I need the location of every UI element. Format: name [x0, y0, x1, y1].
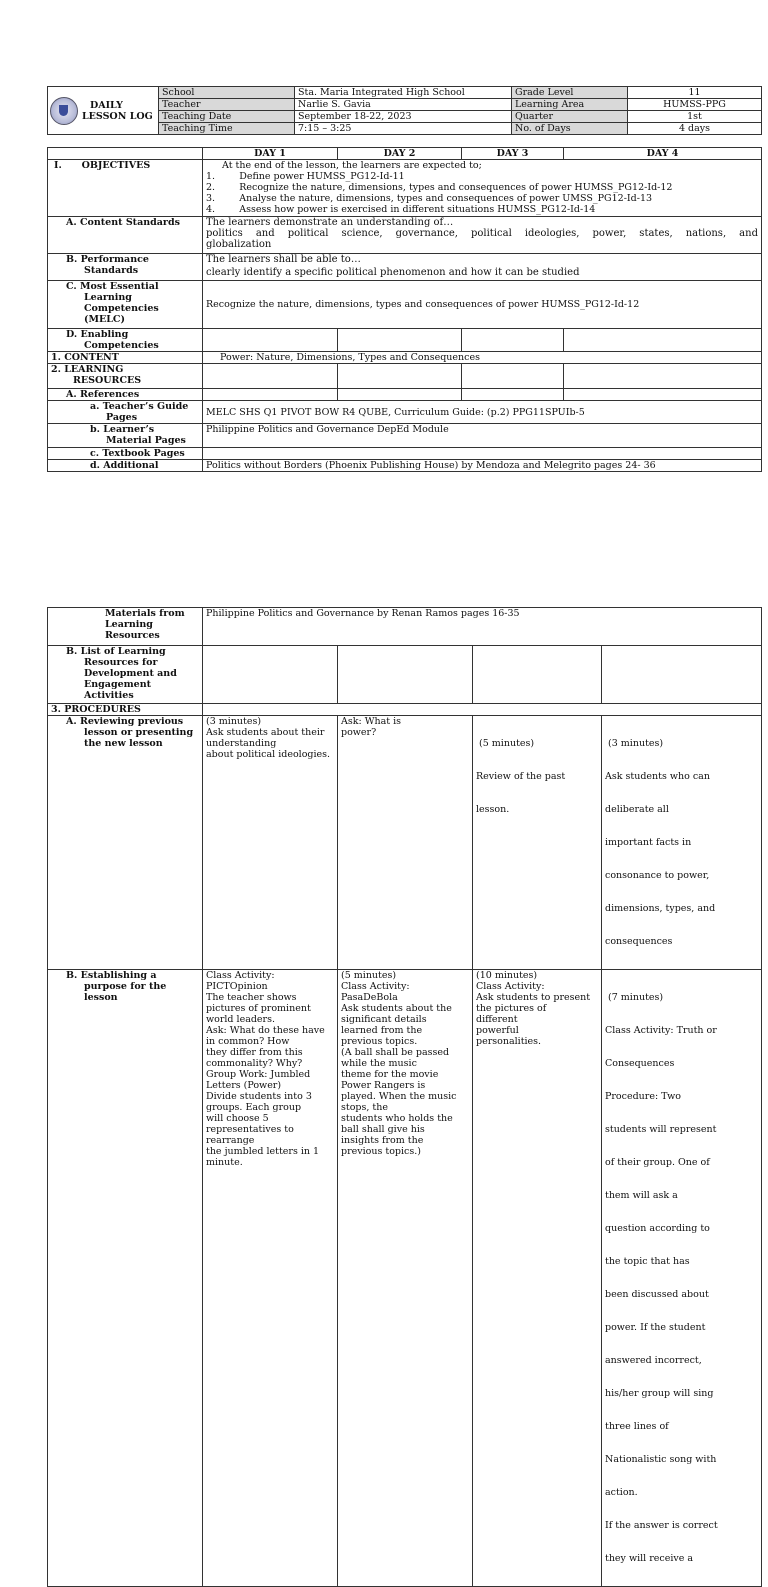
enabling-label-line1: D. Enabling [66, 329, 129, 340]
review-line: deliberate all [605, 804, 669, 815]
deped-seal-icon [50, 97, 78, 125]
purpose-line: Class Activity: [206, 970, 275, 981]
ref-day2 [338, 389, 462, 401]
list-day1 [203, 646, 338, 704]
list-label-line: Resources for [84, 657, 158, 668]
review-line: about political ideologies. [206, 749, 331, 760]
purpose-line: (A ball shall be passed [341, 1047, 450, 1058]
purpose-line: Consequences [605, 1058, 675, 1069]
purpose-line: Group Work: Jumbled [206, 1069, 311, 1080]
purpose-line: Ask: What do these have [206, 1025, 325, 1036]
content-standards-line2: politics and political science, governance, political ideologies, power, states, nations, and [206, 228, 758, 239]
references-label: A. References [48, 389, 203, 401]
purpose-line: Letters (Power) [206, 1080, 282, 1091]
teachers-guide-label [48, 401, 203, 424]
header-table [47, 86, 762, 135]
dll-title-line2: LESSON LOG [82, 110, 153, 122]
quarter-value: 1st [628, 111, 762, 123]
purpose-line: world leaders. [206, 1014, 275, 1025]
purpose-line: answered incorrect, [605, 1355, 702, 1366]
tg-label-line1: a. Teacher’s Guide [90, 401, 189, 412]
lm-label-line1: b. Learner’s [90, 424, 155, 435]
corner-cell [48, 148, 203, 160]
purpose-day3 [473, 970, 602, 1587]
grade-value: 11 [628, 87, 762, 99]
purpose-label [48, 970, 203, 1587]
objective-item: 3. Analyse the nature, dimensions, types and consequences of power UMSS_PG12-Id-13 [206, 193, 653, 204]
purpose-line: in common? How [206, 1036, 290, 1047]
purpose-line: of their group. One of [605, 1157, 710, 1168]
purpose-line: (5 minutes) [341, 970, 397, 981]
purpose-line: played. When the music [341, 1091, 457, 1102]
time-value: 7:15 – 3:25 [295, 123, 512, 135]
learners-material-cell [203, 424, 762, 448]
melc-cell [203, 281, 762, 329]
list-day3 [473, 646, 602, 704]
materials-label-line: Learning [105, 619, 153, 630]
performance-line1: The learners shall be able to… [206, 254, 361, 265]
purpose-line: learned from the [341, 1025, 423, 1036]
purpose-label-line: purpose for the [84, 981, 167, 992]
performance-label-line1: B. Performance [66, 254, 149, 265]
teachers-guide-text: MELC SHS Q1 PIVOT BOW R4 QUBE, Curriculum Guide: (p.2) PPG11SPUIb-5 [206, 406, 585, 418]
purpose-day1 [203, 970, 338, 1587]
list-resources-label [48, 646, 203, 704]
list-label-line: Development and [84, 668, 177, 679]
teacher-label: Teacher [159, 99, 295, 111]
content-cell [203, 352, 762, 364]
grade-label: Grade Level [512, 87, 628, 99]
purpose-line: power. If the student [605, 1322, 706, 1333]
purpose-line: students will represent [605, 1124, 717, 1135]
review-line: important facts in [605, 837, 692, 848]
logo-cell [48, 87, 159, 135]
review-line: Ask students who can [605, 771, 710, 782]
objectives-intro: At the end of the lesson, the learners are expected to; [222, 160, 482, 171]
enabling-day2 [338, 329, 462, 352]
purpose-line: representatives to [206, 1124, 294, 1135]
purpose-line: question according to [605, 1223, 710, 1234]
purpose-line: three lines of [605, 1421, 669, 1432]
purpose-day4 [602, 970, 762, 1587]
melc-label-line: C. Most Essential [66, 281, 159, 292]
enabling-label [48, 329, 203, 352]
review-line: dimensions, types, and [605, 903, 716, 914]
review-line: consequences [605, 936, 673, 947]
purpose-line: The teacher shows [206, 992, 297, 1003]
purpose-line: previous topics. [341, 1036, 418, 1047]
performance-standards-cell [203, 254, 762, 281]
days-label: No. of Days [512, 123, 628, 135]
performance-label-line2: Standards [84, 265, 139, 276]
ref-day4 [564, 389, 762, 401]
enabling-day1 [203, 329, 338, 352]
procedures-table [47, 607, 762, 1587]
objectives-cell [203, 160, 762, 217]
purpose-line: groups. Each group [206, 1102, 302, 1113]
review-day4 [602, 716, 762, 970]
tg-label-line2: Pages [106, 412, 138, 423]
additional-label: d. Additional [48, 460, 203, 472]
melc-text: Recognize the nature, dimensions, types and consequences of power HUMSS_PG12-Id-12 [206, 299, 640, 310]
day-4-header: DAY 4 [564, 148, 762, 160]
purpose-line: Class Activity: Truth or [605, 1025, 717, 1036]
purpose-line: personalities. [476, 1036, 542, 1047]
time-label: Teaching Time [159, 123, 295, 135]
review-label-line: the new lesson [84, 738, 163, 749]
list-label-line: Activities [84, 690, 134, 701]
additional-cell [203, 460, 762, 472]
review-line: power? [341, 727, 377, 738]
purpose-line: Class Activity: [476, 981, 545, 992]
ref-day3 [462, 389, 564, 401]
objectives-label: I. OBJECTIVES [48, 160, 203, 217]
procedures-cell [203, 704, 762, 716]
list-label-line: Engagement [84, 679, 152, 690]
day-3-header: DAY 3 [462, 148, 564, 160]
content-standards-line3: globalization [206, 239, 272, 250]
purpose-line: commonality? Why? [206, 1058, 303, 1069]
lr-day2 [338, 364, 462, 389]
purpose-label-line: lesson [84, 992, 118, 1003]
enabling-day4 [564, 329, 762, 352]
materials-label-line: Materials from [105, 608, 185, 619]
materials-cell [203, 608, 762, 646]
additional-text: Politics without Borders (Phoenix Publishing House) by Mendoza and Melegrito pages 24- 36 [206, 460, 656, 471]
enabling-label-line2: Competencies [84, 340, 159, 351]
ref-day1 [203, 389, 338, 401]
list-day2 [338, 646, 473, 704]
quarter-label: Quarter [512, 111, 628, 123]
purpose-line: action. [605, 1487, 638, 1498]
review-label-line: lesson or presenting [84, 727, 194, 738]
lr-day3 [462, 364, 564, 389]
purpose-line: while the music [341, 1058, 417, 1069]
purpose-line: they will receive a [605, 1553, 694, 1564]
purpose-line: minute. [206, 1157, 243, 1168]
learning-resources-label [48, 364, 203, 389]
purpose-line: the jumbled letters in 1 [206, 1146, 320, 1157]
purpose-line: will choose 5 [206, 1113, 269, 1124]
learning-resources-line1: 2. LEARNING [51, 364, 124, 375]
melc-label-line: (MELC) [84, 314, 125, 325]
area-value: HUMSS-PPG [628, 99, 762, 111]
purpose-line: they differ from this [206, 1047, 303, 1058]
school-value: Sta. Maria Integrated High School [295, 87, 512, 99]
performance-line2: clearly identify a specific political phenomenon and how it can be studied [206, 267, 580, 278]
purpose-line: insights from the [341, 1135, 424, 1146]
objective-item: 4. Assess how power is exercised in different situations HUMSS_PG12-Id-14 [206, 204, 596, 215]
content-standards-cell [203, 217, 762, 254]
content-text: Power: Nature, Dimensions, Types and Consequences [220, 352, 480, 363]
review-label [48, 716, 203, 970]
dll-title-line1: DAILY [90, 99, 123, 111]
purpose-line: PasaDeBola [341, 992, 398, 1003]
purpose-line: stops, the [341, 1102, 388, 1113]
enabling-day3 [462, 329, 564, 352]
purpose-line: Power Rangers is [341, 1080, 426, 1091]
area-label: Learning Area [512, 99, 628, 111]
lm-label-line2: Material Pages [106, 435, 186, 446]
purpose-line: significant details [341, 1014, 427, 1025]
melc-label-line: Learning [84, 292, 132, 303]
purpose-line: previous topics.) [341, 1146, 421, 1157]
learners-material-label [48, 424, 203, 448]
purpose-line: Class Activity: [341, 981, 410, 992]
review-line: Ask students about their [206, 727, 325, 738]
purpose-line: powerful [476, 1025, 519, 1036]
content-label: 1. CONTENT [48, 352, 203, 364]
review-line: (5 minutes) [476, 738, 535, 749]
purpose-line: pictures of prominent [206, 1003, 311, 1014]
purpose-line: the topic that has [605, 1256, 690, 1267]
melc-label-line: Competencies [84, 303, 159, 314]
date-label: Teaching Date [159, 111, 295, 123]
teachers-guide-cell [203, 401, 762, 424]
lr-day4 [564, 364, 762, 389]
day-1-header: DAY 1 [203, 148, 338, 160]
purpose-line: been discussed about [605, 1289, 709, 1300]
purpose-line: Ask students about the [341, 1003, 452, 1014]
lesson-table [47, 147, 762, 472]
objective-item: 1. Define power HUMSS_PG12-Id-11 [206, 171, 405, 182]
purpose-line: Procedure: Two [605, 1091, 682, 1102]
performance-standards-label [48, 254, 203, 281]
materials-text: Philippine Politics and Governance by Renan Ramos pages 16-35 [206, 608, 520, 619]
objective-item: 2. Recognize the nature, dimensions, types and consequences of power HUMSS_PG12-Id-12 [206, 182, 673, 193]
day-2-header: DAY 2 [338, 148, 462, 160]
school-label: School [159, 87, 295, 99]
purpose-line: If the answer is correct [605, 1520, 718, 1531]
purpose-line: the pictures of [476, 1003, 547, 1014]
review-day3 [473, 716, 602, 970]
purpose-day2 [338, 970, 473, 1587]
purpose-line: his/her group will sing [605, 1388, 714, 1399]
lr-day1 [203, 364, 338, 389]
review-line: Ask: What is [341, 716, 402, 727]
purpose-line: (10 minutes) [476, 970, 538, 981]
purpose-line: Nationalistic song with [605, 1454, 717, 1465]
review-line: Review of the past [476, 771, 566, 782]
list-day4 [602, 646, 762, 704]
purpose-line: ball shall give his [341, 1124, 425, 1135]
purpose-line: Ask students to present [476, 992, 591, 1003]
date-value: September 18-22, 2023 [295, 111, 512, 123]
purpose-line: Divide students into 3 [206, 1091, 312, 1102]
purpose-line: them will ask a [605, 1190, 678, 1201]
purpose-line: PICTOpinion [206, 981, 268, 992]
review-line: (3 minutes) [206, 716, 262, 727]
days-value: 4 days [628, 123, 762, 135]
review-line: understanding [206, 738, 277, 749]
review-day1 [203, 716, 338, 970]
learners-material-text: Philippine Politics and Governance DepEd Module [206, 424, 449, 435]
materials-label-line: Resources [105, 630, 160, 641]
textbook-cell [203, 448, 762, 460]
purpose-line: (7 minutes) [605, 992, 664, 1003]
review-day2 [338, 716, 473, 970]
materials-label [48, 608, 203, 646]
content-standards-line1: The learners demonstrate an understanding of… [206, 217, 454, 228]
procedures-label: 3. PROCEDURES [48, 704, 203, 716]
review-label-line: A. Reviewing previous [66, 716, 184, 727]
list-label-line: B. List of Learning [66, 646, 166, 657]
purpose-line: students who holds the [341, 1113, 453, 1124]
content-standards-label: A. Content Standards [48, 217, 203, 254]
textbook-label: c. Textbook Pages [48, 448, 203, 460]
teacher-value: Narlie S. Gavia [295, 99, 512, 111]
review-line: lesson. [476, 804, 510, 815]
purpose-line: theme for the movie [341, 1069, 439, 1080]
review-line: (3 minutes) [605, 738, 664, 749]
melc-label [48, 281, 203, 329]
purpose-line: different [476, 1014, 518, 1025]
purpose-line: rearrange [206, 1135, 255, 1146]
learning-resources-line2: RESOURCES [73, 375, 142, 386]
review-line: consonance to power, [605, 870, 710, 881]
purpose-label-line: B. Establishing a [66, 970, 157, 981]
